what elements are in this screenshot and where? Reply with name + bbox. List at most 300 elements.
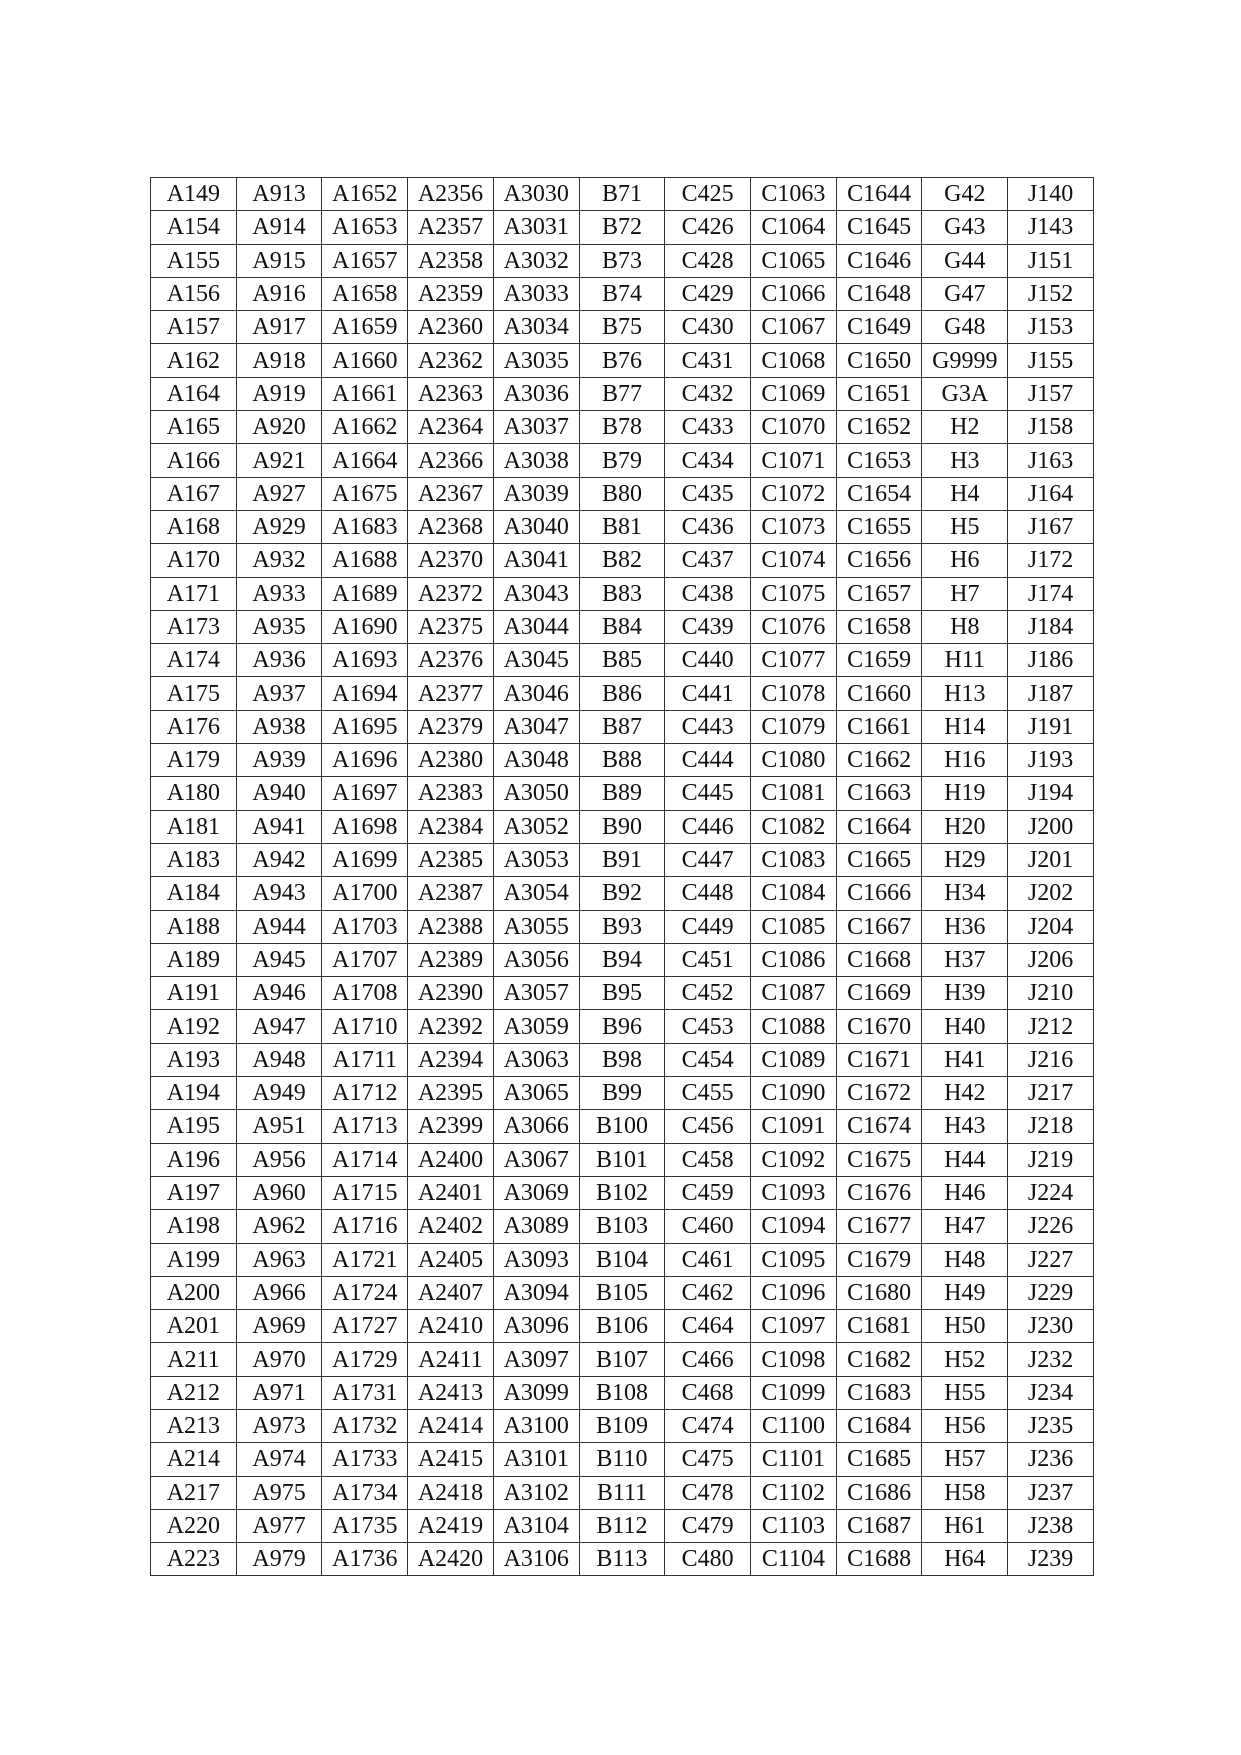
table-cell: A917 (236, 311, 322, 344)
table-cell: C1063 (751, 178, 837, 211)
table-cell: C1646 (836, 244, 922, 277)
table-row (151, 344, 1094, 377)
table-cell: A1712 (322, 1077, 408, 1110)
table-cell: A1660 (322, 344, 408, 377)
table-cell: A944 (236, 910, 322, 943)
table-cell: H46 (922, 1176, 1008, 1209)
table-cell: C1671 (836, 1043, 922, 1076)
table-row (151, 810, 1094, 843)
table-cell: A3046 (493, 677, 579, 710)
table-cell: J140 (1008, 178, 1094, 211)
table-cell: B77 (579, 377, 665, 410)
table-cell: J158 (1008, 411, 1094, 444)
table-cell: A198 (151, 1210, 237, 1243)
table-cell: H29 (922, 843, 1008, 876)
table-row (151, 877, 1094, 910)
table-cell: A947 (236, 1010, 322, 1043)
table-cell: A211 (151, 1343, 237, 1376)
table-cell: C1078 (751, 677, 837, 710)
table-row (151, 1077, 1094, 1110)
table-cell: A2389 (408, 943, 494, 976)
table-cell: A948 (236, 1043, 322, 1076)
table-cell: C1077 (751, 644, 837, 677)
table-cell: J238 (1008, 1509, 1094, 1542)
table-cell: J174 (1008, 577, 1094, 610)
table-cell: C448 (665, 877, 751, 910)
table-cell: A3039 (493, 477, 579, 510)
table-cell: B96 (579, 1010, 665, 1043)
table-cell: J163 (1008, 444, 1094, 477)
table-cell: A920 (236, 411, 322, 444)
table-cell: C1679 (836, 1243, 922, 1276)
table-cell: C475 (665, 1443, 751, 1476)
table-cell: A1732 (322, 1409, 408, 1442)
table-cell: B107 (579, 1343, 665, 1376)
table-cell: C1084 (751, 877, 837, 910)
table-cell: A2402 (408, 1210, 494, 1243)
table-cell: A214 (151, 1443, 237, 1476)
table-cell: J230 (1008, 1310, 1094, 1343)
table-cell: C433 (665, 411, 751, 444)
table-row (151, 843, 1094, 876)
table-cell: C462 (665, 1276, 751, 1309)
table-cell: A2419 (408, 1509, 494, 1542)
table-cell: A2364 (408, 411, 494, 444)
table-cell: H6 (922, 544, 1008, 577)
table-cell: C1653 (836, 444, 922, 477)
table-cell: C447 (665, 843, 751, 876)
table-cell: A3048 (493, 744, 579, 777)
table-cell: B113 (579, 1543, 665, 1576)
table-cell: A2360 (408, 311, 494, 344)
table-cell: A2415 (408, 1443, 494, 1476)
table-cell: A3093 (493, 1243, 579, 1276)
table-cell: A1707 (322, 943, 408, 976)
table-cell: C1079 (751, 710, 837, 743)
table-cell: C1662 (836, 744, 922, 777)
table-cell: A938 (236, 710, 322, 743)
table-cell: A3057 (493, 977, 579, 1010)
table-cell: H64 (922, 1543, 1008, 1576)
table-cell: A2385 (408, 843, 494, 876)
table-cell: B83 (579, 577, 665, 610)
table-cell: C480 (665, 1543, 751, 1576)
table-cell: H40 (922, 1010, 1008, 1043)
table-cell: J155 (1008, 344, 1094, 377)
table-cell: A199 (151, 1243, 237, 1276)
table-cell: C446 (665, 810, 751, 843)
table-cell: C1656 (836, 544, 922, 577)
table-cell: H7 (922, 577, 1008, 610)
table-cell: C1669 (836, 977, 922, 1010)
table-cell: A193 (151, 1043, 237, 1076)
table-cell: C1677 (836, 1210, 922, 1243)
table-cell: A918 (236, 344, 322, 377)
table-cell: J201 (1008, 843, 1094, 876)
table-cell: A1696 (322, 744, 408, 777)
table-cell: G43 (922, 211, 1008, 244)
table-cell: C1069 (751, 377, 837, 410)
table-cell: A960 (236, 1176, 322, 1209)
table-cell: A974 (236, 1443, 322, 1476)
table-cell: B78 (579, 411, 665, 444)
table-cell: A2399 (408, 1110, 494, 1143)
table-row (151, 1043, 1094, 1076)
table-row (151, 1376, 1094, 1409)
table-cell: A1716 (322, 1210, 408, 1243)
table-cell: C1095 (751, 1243, 837, 1276)
table-cell: G47 (922, 277, 1008, 310)
table-cell: A1664 (322, 444, 408, 477)
table-cell: H39 (922, 977, 1008, 1010)
table-cell: A1699 (322, 843, 408, 876)
table-cell: A191 (151, 977, 237, 1010)
table-cell: A1657 (322, 244, 408, 277)
table-row (151, 577, 1094, 610)
table-cell: A943 (236, 877, 322, 910)
table-cell: J206 (1008, 943, 1094, 976)
table-cell: C1674 (836, 1110, 922, 1143)
table-cell: C441 (665, 677, 751, 710)
table-row (151, 1243, 1094, 1276)
table-row (151, 377, 1094, 410)
table-row (151, 277, 1094, 310)
table-cell: C1088 (751, 1010, 837, 1043)
table-cell: C1666 (836, 877, 922, 910)
table-cell: H2 (922, 411, 1008, 444)
table-cell: C1082 (751, 810, 837, 843)
table-cell: A2363 (408, 377, 494, 410)
table-cell: C1660 (836, 677, 922, 710)
table-cell: A2392 (408, 1010, 494, 1043)
table-cell: B100 (579, 1110, 665, 1143)
table-cell: H41 (922, 1043, 1008, 1076)
table-cell: J193 (1008, 744, 1094, 777)
table-cell: J218 (1008, 1110, 1094, 1143)
table-cell: A2362 (408, 344, 494, 377)
table-cell: B108 (579, 1376, 665, 1409)
table-cell: A157 (151, 311, 237, 344)
table-cell: H55 (922, 1376, 1008, 1409)
table-cell: C1065 (751, 244, 837, 277)
table-cell: A180 (151, 777, 237, 810)
table-cell: A3106 (493, 1543, 579, 1576)
table-cell: H57 (922, 1443, 1008, 1476)
table-cell: A167 (151, 477, 237, 510)
table-cell: A969 (236, 1310, 322, 1343)
table-cell: A939 (236, 744, 322, 777)
table-cell: C1645 (836, 211, 922, 244)
table-cell: C466 (665, 1343, 751, 1376)
table-cell: A3034 (493, 311, 579, 344)
table-cell: C1075 (751, 577, 837, 610)
table-cell: H43 (922, 1110, 1008, 1143)
table-cell: A3104 (493, 1509, 579, 1542)
table-cell: H37 (922, 943, 1008, 976)
table-row (151, 910, 1094, 943)
table-cell: A927 (236, 477, 322, 510)
table-cell: C453 (665, 1010, 751, 1043)
table-cell: C439 (665, 610, 751, 643)
table-cell: A2367 (408, 477, 494, 510)
table-cell: A156 (151, 277, 237, 310)
table-cell: A973 (236, 1409, 322, 1442)
table-cell: J164 (1008, 477, 1094, 510)
table-cell: C474 (665, 1409, 751, 1442)
table-cell: C478 (665, 1476, 751, 1509)
table-cell: A195 (151, 1110, 237, 1143)
table-cell: G48 (922, 311, 1008, 344)
table-cell: A213 (151, 1409, 237, 1442)
table-row (151, 1176, 1094, 1209)
table-cell: B79 (579, 444, 665, 477)
table-cell: J151 (1008, 244, 1094, 277)
table-cell: A174 (151, 644, 237, 677)
table-cell: B76 (579, 344, 665, 377)
table-cell: B111 (579, 1476, 665, 1509)
table-cell: A1714 (322, 1143, 408, 1176)
table-cell: A962 (236, 1210, 322, 1243)
table-cell: C1097 (751, 1310, 837, 1343)
table-cell: C1076 (751, 610, 837, 643)
table-cell: J143 (1008, 211, 1094, 244)
code-table-body (151, 178, 1094, 1576)
table-cell: A2375 (408, 610, 494, 643)
table-cell: A1693 (322, 644, 408, 677)
table-cell: J235 (1008, 1409, 1094, 1442)
table-cell: A3059 (493, 1010, 579, 1043)
table-cell: C1073 (751, 510, 837, 543)
table-cell: A3055 (493, 910, 579, 943)
table-cell: B81 (579, 510, 665, 543)
table-cell: J152 (1008, 277, 1094, 310)
table-cell: A2413 (408, 1376, 494, 1409)
table-cell: C1070 (751, 411, 837, 444)
table-row (151, 610, 1094, 643)
table-cell: C1672 (836, 1077, 922, 1110)
table-cell: C1071 (751, 444, 837, 477)
table-cell: C1066 (751, 277, 837, 310)
table-cell: H34 (922, 877, 1008, 910)
table-cell: B80 (579, 477, 665, 510)
table-cell: A1729 (322, 1343, 408, 1376)
table-cell: A3043 (493, 577, 579, 610)
table-cell: B86 (579, 677, 665, 710)
table-cell: B103 (579, 1210, 665, 1243)
table-cell: C1064 (751, 211, 837, 244)
table-cell: A1653 (322, 211, 408, 244)
table-cell: A2400 (408, 1143, 494, 1176)
table-cell: C432 (665, 377, 751, 410)
table-row (151, 1276, 1094, 1309)
table-cell: A2394 (408, 1043, 494, 1076)
table-cell: A1658 (322, 277, 408, 310)
table-cell: A166 (151, 444, 237, 477)
table-cell: C458 (665, 1143, 751, 1176)
table-cell: C468 (665, 1376, 751, 1409)
table-cell: C1067 (751, 311, 837, 344)
table-cell: A170 (151, 544, 237, 577)
table-cell: A3040 (493, 510, 579, 543)
table-cell: H19 (922, 777, 1008, 810)
table-cell: H11 (922, 644, 1008, 677)
table-cell: A2376 (408, 644, 494, 677)
table-cell: J157 (1008, 377, 1094, 410)
table-cell: A223 (151, 1543, 237, 1576)
table-cell: A1695 (322, 710, 408, 743)
table-cell: C1651 (836, 377, 922, 410)
table-row (151, 211, 1094, 244)
table-row (151, 1210, 1094, 1243)
table-cell: A3031 (493, 211, 579, 244)
table-cell: A1661 (322, 377, 408, 410)
table-cell: A963 (236, 1243, 322, 1276)
table-cell: B72 (579, 211, 665, 244)
table-cell: C1685 (836, 1443, 922, 1476)
table-cell: A914 (236, 211, 322, 244)
table-cell: G9999 (922, 344, 1008, 377)
table-cell: A3037 (493, 411, 579, 444)
table-cell: C431 (665, 344, 751, 377)
table-cell: J167 (1008, 510, 1094, 543)
table-cell: A192 (151, 1010, 237, 1043)
table-row (151, 311, 1094, 344)
table-cell: H5 (922, 510, 1008, 543)
table-cell: A975 (236, 1476, 322, 1509)
table-cell: H20 (922, 810, 1008, 843)
table-cell: C454 (665, 1043, 751, 1076)
table-cell: C1659 (836, 644, 922, 677)
table-cell: J184 (1008, 610, 1094, 643)
table-cell: A3089 (493, 1210, 579, 1243)
table-cell: H16 (922, 744, 1008, 777)
table-cell: B105 (579, 1276, 665, 1309)
table-cell: H4 (922, 477, 1008, 510)
code-table (150, 177, 1094, 1576)
table-row (151, 943, 1094, 976)
table-cell: C452 (665, 977, 751, 1010)
table-cell: C1074 (751, 544, 837, 577)
table-cell: A176 (151, 710, 237, 743)
table-cell: J234 (1008, 1376, 1094, 1409)
table-cell: B106 (579, 1310, 665, 1343)
table-cell: A183 (151, 843, 237, 876)
table-cell: A2407 (408, 1276, 494, 1309)
table-cell: A933 (236, 577, 322, 610)
table-cell: A220 (151, 1509, 237, 1542)
table-cell: A181 (151, 810, 237, 843)
table-row (151, 510, 1094, 543)
table-cell: A3102 (493, 1476, 579, 1509)
table-cell: A2387 (408, 877, 494, 910)
table-cell: A217 (151, 1476, 237, 1509)
table-cell: B101 (579, 1143, 665, 1176)
table-cell: A149 (151, 178, 237, 211)
table-cell: H58 (922, 1476, 1008, 1509)
table-row (151, 178, 1094, 211)
table-cell: J204 (1008, 910, 1094, 943)
table-cell: H3 (922, 444, 1008, 477)
table-cell: A154 (151, 211, 237, 244)
table-cell: J186 (1008, 644, 1094, 677)
table-cell: A3056 (493, 943, 579, 976)
table-cell: A155 (151, 244, 237, 277)
table-cell: A179 (151, 744, 237, 777)
table-cell: A951 (236, 1110, 322, 1143)
table-cell: C1068 (751, 344, 837, 377)
table-cell: A188 (151, 910, 237, 943)
table-row (151, 1509, 1094, 1542)
table-row (151, 444, 1094, 477)
table-cell: A200 (151, 1276, 237, 1309)
table-cell: A3041 (493, 544, 579, 577)
table-cell: A2411 (408, 1343, 494, 1376)
table-row (151, 244, 1094, 277)
table-cell: C438 (665, 577, 751, 610)
table-cell: B91 (579, 843, 665, 876)
table-cell: A1733 (322, 1443, 408, 1476)
table-cell: J239 (1008, 1543, 1094, 1576)
table-cell: A184 (151, 877, 237, 910)
table-cell: A979 (236, 1543, 322, 1576)
table-cell: A1689 (322, 577, 408, 610)
table-cell: B112 (579, 1509, 665, 1542)
table-row (151, 544, 1094, 577)
table-cell: B95 (579, 977, 665, 1010)
table-cell: B88 (579, 744, 665, 777)
table-cell: A2380 (408, 744, 494, 777)
table-cell: A2383 (408, 777, 494, 810)
table-cell: A929 (236, 510, 322, 543)
table-row (151, 744, 1094, 777)
table-cell: A3033 (493, 277, 579, 310)
table-row (151, 977, 1094, 1010)
table-cell: C1644 (836, 178, 922, 211)
table-cell: C430 (665, 311, 751, 344)
table-cell: J210 (1008, 977, 1094, 1010)
table-cell: C1101 (751, 1443, 837, 1476)
table-cell: A3045 (493, 644, 579, 677)
table-cell: G3A (922, 377, 1008, 410)
table-cell: B92 (579, 877, 665, 910)
table-cell: A2414 (408, 1409, 494, 1442)
table-cell: A2379 (408, 710, 494, 743)
table-cell: A2418 (408, 1476, 494, 1509)
table-cell: A1711 (322, 1043, 408, 1076)
table-cell: A175 (151, 677, 237, 710)
table-cell: A3053 (493, 843, 579, 876)
table-cell: C1680 (836, 1276, 922, 1309)
table-cell: A945 (236, 943, 322, 976)
table-cell: C1687 (836, 1509, 922, 1542)
table-cell: A940 (236, 777, 322, 810)
table-cell: A1721 (322, 1243, 408, 1276)
table-cell: C1675 (836, 1143, 922, 1176)
table-cell: J212 (1008, 1010, 1094, 1043)
table-cell: C464 (665, 1310, 751, 1343)
table-cell: J227 (1008, 1243, 1094, 1276)
table-cell: A1688 (322, 544, 408, 577)
table-cell: B94 (579, 943, 665, 976)
table-cell: H36 (922, 910, 1008, 943)
table-cell: A1724 (322, 1276, 408, 1309)
table-cell: A197 (151, 1176, 237, 1209)
table-cell: B89 (579, 777, 665, 810)
table-cell: C1670 (836, 1010, 922, 1043)
table-cell: H50 (922, 1310, 1008, 1343)
table-cell: C1668 (836, 943, 922, 976)
table-cell: A189 (151, 943, 237, 976)
